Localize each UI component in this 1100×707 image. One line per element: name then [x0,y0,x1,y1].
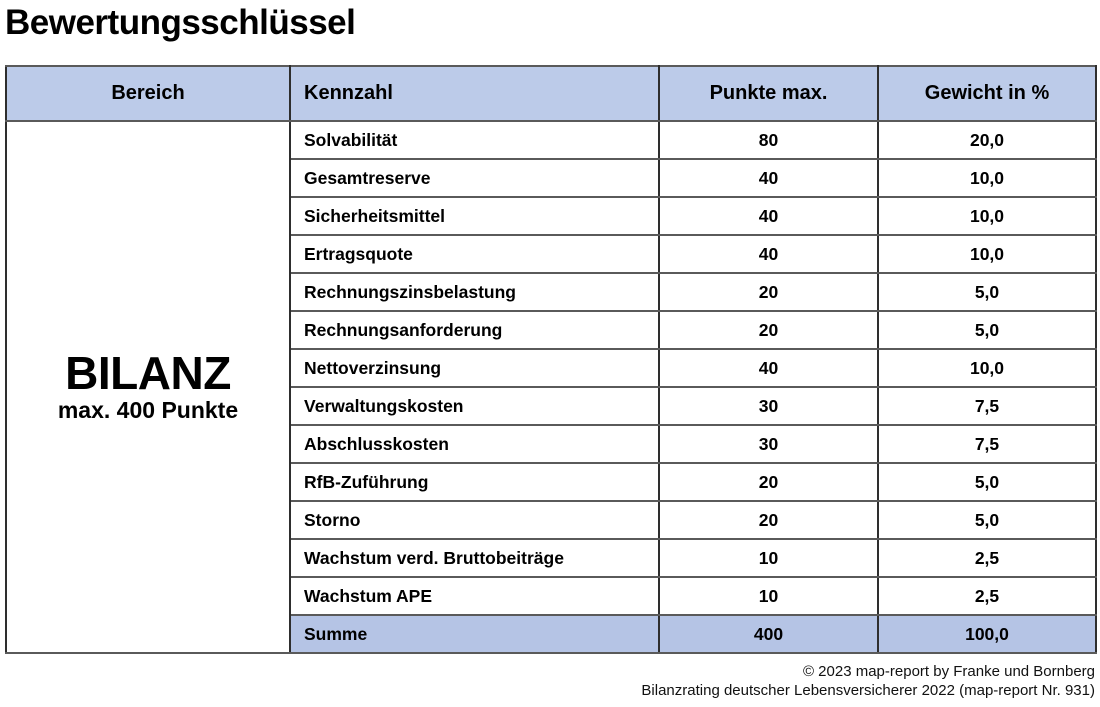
gewicht-cell: 10,0 [878,349,1096,387]
gewicht-cell: 5,0 [878,463,1096,501]
column-header-kennzahl: Kennzahl [290,66,659,121]
punkte-cell: 30 [659,425,878,463]
header-row [6,66,1096,121]
gewicht-cell: 10,0 [878,197,1096,235]
punkte-cell: 40 [659,159,878,197]
gewicht-cell: 20,0 [878,121,1096,159]
kennzahl-cell: Solvabilität [290,121,659,159]
punkte-cell: 20 [659,311,878,349]
gewicht-cell: 7,5 [878,387,1096,425]
column-header-gewicht: Gewicht in % [878,66,1096,121]
gewicht-cell: 2,5 [878,577,1096,615]
punkte-cell: 40 [659,235,878,273]
gewicht-cell: 5,0 [878,311,1096,349]
gewicht-cell: 5,0 [878,273,1096,311]
punkte-cell: 40 [659,349,878,387]
kennzahl-cell: Sicherheitsmittel [290,197,659,235]
kennzahl-cell: Rechnungszinsbelastung [290,273,659,311]
kennzahl-cell: Wachstum APE [290,577,659,615]
kennzahl-cell: Nettoverzinsung [290,349,659,387]
page-title: Bewertungsschlüssel [5,3,356,42]
footer-source: Bilanzrating deutscher Lebensversicherer 2022 (map-report Nr. 931) [641,682,1095,699]
bereich-title: BILANZ [65,347,231,400]
punkte-cell: 10 [659,539,878,577]
bereich-cell [6,121,290,653]
punkte-cell: 80 [659,121,878,159]
punkte-cell: 20 [659,273,878,311]
column-header-punkte-max: Punkte max. [659,66,878,121]
kennzahl-cell: Rechnungsanforderung [290,311,659,349]
column-header-bereich: Bereich [6,66,290,121]
gewicht-cell: 10,0 [878,159,1096,197]
footer-copyright: © 2023 map-report by Franke und Bornberg [802,663,1095,680]
punkte-cell: 20 [659,501,878,539]
kennzahl-cell: Gesamtreserve [290,159,659,197]
bereich-subtitle: max. 400 Punkte [57,397,239,424]
summe-punkte-cell: 400 [659,615,878,653]
kennzahl-cell: Ertragsquote [290,235,659,273]
punkte-cell: 20 [659,463,878,501]
gewicht-cell: 7,5 [878,425,1096,463]
kennzahl-cell: Abschlusskosten [290,425,659,463]
table-row [6,121,1096,159]
punkte-cell: 30 [659,387,878,425]
punkte-cell: 10 [659,577,878,615]
punkte-cell: 40 [659,197,878,235]
gewicht-cell: 10,0 [878,235,1096,273]
summe-gewicht-cell: 100,0 [878,615,1096,653]
gewicht-cell: 5,0 [878,501,1096,539]
gewicht-cell: 2,5 [878,539,1096,577]
kennzahl-cell: RfB-Zuführung [290,463,659,501]
footer [0,662,1100,700]
rating-table [5,65,1097,654]
summe-label-cell: Summe [290,615,659,653]
kennzahl-cell: Wachstum verd. Bruttobeiträge [290,539,659,577]
kennzahl-cell: Verwaltungskosten [290,387,659,425]
kennzahl-cell: Storno [290,501,659,539]
